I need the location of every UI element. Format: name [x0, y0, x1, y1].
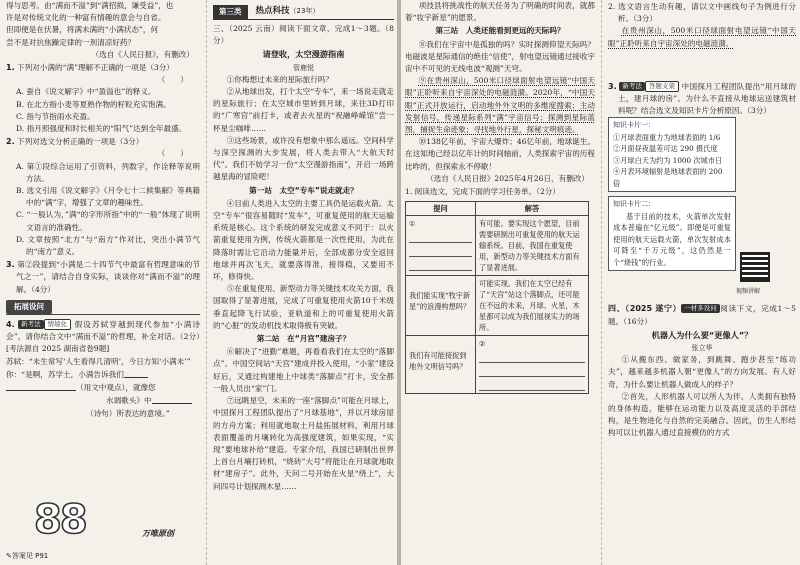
intro-line: 但即便是在伏暑，将满未满的“小满状态”，何	[6, 25, 159, 35]
option: A. 蚕自《说文解字》中“盈溢也”的释义。	[16, 87, 156, 97]
answer-blank[interactable]	[124, 368, 148, 378]
answer-blank[interactable]	[152, 394, 192, 404]
dialogue-line: （用文中观点），就像您	[6, 381, 200, 394]
pencil-icon: ✎	[6, 552, 12, 560]
subheading: 第三站 人类还能看到更远的天际吗？	[435, 26, 565, 36]
left-column-2	[206, 0, 394, 565]
paragraph: ①从搬东西、做家务，到跳舞、跑步甚至“练功夫”，越来越多机器人朝“更像人”的方向发展。有人好奇，为什么要让机器人做成人的样子？	[608, 355, 796, 389]
table-cell[interactable]	[406, 216, 476, 276]
dialogue-line: 你：“是啊，苏学士，小满告诉我们	[6, 368, 200, 381]
right-page	[401, 0, 800, 565]
card-text: 基于目前的技术，火箭单次发射成本普遍在“亿元级”。即便是可重复使用的航天运载火箭，单次发射成本可降至“千万元级”，这仍然是一个“烧钱”的行业。	[613, 211, 731, 267]
quoted-sentence: 在贵州深山，500米口径球面射电望远镜“中国天眼”正聆听来自宇宙深处的电磁涟漪。	[608, 26, 796, 48]
intro-line: 许是对传统文化的一种富有情趣的意会与自省。	[6, 13, 166, 23]
knowledge-card-1: 知识卡片一： ①月球表面重力为地球表面的 1/6 ②月面昼夜温差可达 290 摄氏度 ③月球白天为约为 1000 次城市日 ④月表环境辐射是地球表面的 200 倍	[608, 117, 736, 192]
answer-paren: （ ）	[157, 75, 188, 85]
answer-frame-badge: 答题支架	[645, 81, 679, 92]
column-header: 提问	[406, 202, 476, 216]
option: D. 指月照强度和时长相关的“阳气”达到全年最盛。	[16, 124, 187, 134]
section-tag: 第三类	[213, 5, 248, 19]
paragraph: ③这些场景，或许没有想象中那么遥远。空间科学与深空探测的大步发展，将人类去带入“大航天时代”。我们不妨学习一份“太空漫游指南”，开启一场跨越星海的冒险吧！	[213, 135, 394, 182]
multi-question-badge: 一材多设问	[681, 304, 720, 313]
paragraph: ②首先，人形机器人可以所人为伴。人类拥有独特的身体构造，能够在运动能力以及高度灵活的手部结构，是生物进化与自然的完美融合。因此，仿生人形结构可以让机器人通过直接模仿的方式	[608, 391, 796, 438]
card-item: ③月球白天为约为 1000 次城市日	[613, 155, 723, 165]
table-row	[406, 276, 589, 336]
extension-box	[6, 314, 200, 420]
source-note: （选自《人民日报》，有删改）	[91, 49, 194, 59]
table-row	[406, 336, 589, 394]
qr-code-icon[interactable]	[740, 252, 770, 282]
paragraph: ④目前人类进入太空的主要工具仍是运载火箭。太空“专车”很容易随时“发车”，可重复使用的航天运输系统是核心。这个系统的研发完成意义不同于：以火箭重复使用为例，传统火箭都是一次性使用，为此在降落时需让它沿动力能量并后，全部成都分安全返回地球并再次飞天，就要落得准，接得稳，又要用不坏，修得快。	[213, 198, 394, 282]
question-intro: 三、（2025 云南）阅读下面文章，完成1～3题。（8分）	[213, 24, 394, 46]
knowledge-card-2: 知识卡片二： 基于目前的技术，火箭单次发射成本普遍在“亿元级”。即便是可重复使用的航天运载火箭，单次发射成本可降至“千万元级”，这仍然是一个“烧钱”的行业。	[608, 196, 736, 271]
article-author: 张立华	[691, 344, 713, 353]
answer-blank[interactable]	[6, 381, 76, 391]
card-item: ②月面昼夜温差可达 290 摄氏度	[613, 144, 718, 154]
paragraph: ⑧我们在宇宙中是孤独的吗？实时探测仰望天际吗？电磁波是星际通信的绝佳“信使”，射电望远镜通过接收宇宙中不可见的无线电波“观测”天穹。	[405, 39, 595, 74]
left-column-1	[6, 0, 200, 565]
card-item: ④月表环境辐射是地球表面的 200 倍	[613, 167, 723, 188]
answer-line[interactable]	[479, 365, 585, 377]
option: C. “一般认为，”满“的字形所指”中的“一般”体现了说明文语言的准确性。	[16, 210, 200, 232]
table-header-row	[406, 202, 589, 216]
subheading: 第一站 太空“专车”说走就走？	[249, 185, 358, 195]
answer-paren: （ ）	[157, 149, 188, 159]
table-cell[interactable]: ②	[476, 336, 589, 394]
table-cell: 有可能。要实现这个愿望，目前需要研制出可重复使用的航天运输系统。目前，我国在重复使用，新型动力等关键技术方面有了显著进展。	[476, 216, 589, 276]
right-column-2	[601, 0, 796, 565]
paragraph: 项技县将挑战性的航天任务为了明确的时间表，就都着“妆宇新星”的愿景。	[405, 1, 595, 23]
video-explain-label: 视频讲解	[736, 288, 761, 296]
section-title: 热点科技（23年）	[255, 6, 320, 17]
paragraph: ⑩138亿年前，宇宙大爆炸；46亿年前，地球诞生。在这知地己经以亿年计的时间轴前，人类探索宇宙的历程比昨的，但探索永不停歇！	[405, 137, 595, 171]
answer-space[interactable]	[608, 50, 796, 80]
answer-reference: ✎答案见 P91	[6, 552, 49, 560]
new-method-badge: 新考法	[619, 82, 645, 91]
option: C. 指与节指雨水充盈。	[16, 111, 95, 121]
article-title: 请登收，太空漫游指南	[262, 49, 345, 60]
task-table	[405, 201, 589, 394]
dialogue-line: 水调歌头》中	[6, 394, 200, 407]
left-page	[0, 0, 397, 565]
question-1: 1. 阅读选文，完成下面的学习任务单。（2分）	[405, 187, 560, 197]
page-number: 88	[34, 497, 86, 543]
intro-line: 得与思考。由“满而不溢”到“满招损，谦受益”，也	[6, 1, 174, 10]
question-3: 3. 第②段提到“小满是二十四节气中最富有哲理意味的节气之一”，请结合自身实际，谈谈你对“满而不溢”的理解。（4分）	[6, 260, 200, 294]
article-title: 机器人为什么要“更像人”？	[651, 329, 753, 340]
paragraph: ⑨在贵州深山，500米口径球面射电望远镜“中国天眼”正聆听来自宇宙深处的电磁涟漪。2020年，“中国天眼”正式开放运行，启动地外外文明的多维度搜索；主动发射信号，传递星际系列“满”宇宙信号；探测到星际蓝图，捕捉生命迹象；寻找地外行星，探秘文明痕迹。	[405, 76, 595, 135]
answer-line[interactable]	[409, 231, 472, 243]
table-cell: 可能实现。我们在太空已经有了“天宫”站这个落脚点，还可能在不远的未来，月球、火星，木星都可以成为我们展视实力的场所。	[476, 276, 589, 336]
question-3: 3. 新考法 答题支架 中国探月工程团队提出“用月球的土，建月球的房”。为什么不直接从地球运送建筑材料呢？结合选文及知识卡片分析原因。（3分）	[608, 81, 796, 116]
section-header	[213, 4, 394, 20]
table-row	[406, 216, 589, 276]
paragraph: ⑤在重复使用、新型动力等关键技术攻关方面，我国取得了显著进展，完成了可重复使用火箭10千米级垂直起降飞行试验，亚轨道和上的可重复使用火箭的“心脏”的发动机技术取得极有突破。	[213, 284, 394, 330]
dialogue-line: （诗句）所表达的意境。”	[86, 408, 170, 418]
context-badge: 情境化	[44, 319, 72, 330]
answer-line[interactable]	[409, 259, 472, 271]
paragraph: ⑥解决了“进勤”难题，再看看我们在太空的“落脚点”。中国空间站“天宫”建成并投入使用，“小家”建设好后，又通过构建地上中球类“落脚点”打卡，安全都一般人员出“家”门。	[213, 347, 394, 393]
table-cell: 我们能实现“牧宇新星”的浪漫构想吗？	[406, 276, 476, 336]
table-cell: 我们有可能接捉到地外文明信号吗？	[406, 336, 476, 394]
intro-line: 尝不是对抗焦躁定律的一剂清凉好药？	[6, 37, 136, 47]
question-1: 1. 下列对小满的“满”理解不正确的一项是（3分）	[6, 63, 174, 73]
question-2: 2. 下列对选文分析正确的一项是（3分）	[6, 137, 144, 147]
paragraph: ⑦远眺星空，未来的一座“落脚点”可能在月球上，中国探月工程团队提出了“月球基地”，并以月球房屋的方舟方案；利用就地取土月盐拓展材料，利用月球表面覆盖的月壤转化为高强度建筑，如果实现，“实现”要地球补给”建造。专家介绍，我国已研制出世界上首台月壤打砖机，“烧砖”大号”将能让在月球就地取材“建房子”。此外，天问二号开始在火星“绕上”，大问四号计划探测木星……	[213, 396, 394, 491]
paragraph: ②从地球出发，打个太空“专车”，来一场说走就走的星际旅行；在太空城市里转到月球，来往3D打印的“广寒宫”前打卡，或者去火星的“祝融峥嵘馆”尝一杯星尘咖啡……	[213, 87, 394, 133]
knowledge-cards	[608, 117, 796, 299]
question-2: 2. 选文语言生动有趣，请以文中画线句子为例进行分析。（3分）	[608, 2, 796, 24]
column-header: 解答	[476, 202, 589, 216]
brand-logo: 万唯原创	[142, 529, 174, 538]
new-method-badge: 新考法	[18, 320, 44, 329]
source-note: （选自《人民日报》2025年4月26日，有删改）	[426, 173, 589, 183]
question-4: 4. 新考法 情境化 假设苏轼穿越到现代参加“小满诗会”，请你结合文中“满而不溢”的哲理，补全对话。（2分）[考法源自 2025 湖南省卷9题]	[6, 320, 200, 354]
extension-header: 拓展设问	[6, 300, 52, 314]
option: A. 第①段综合运用了引资料，列数字，作诠释等说明方法。	[16, 161, 200, 183]
option: B. 在北方指小麦等夏熟作物的籽粒充实饱满。	[16, 99, 171, 109]
answer-line[interactable]	[479, 351, 585, 363]
answer-line[interactable]	[409, 245, 472, 257]
paragraph: ①你梅想过未来的星际旅行吗？	[226, 74, 333, 84]
option: B. 选文引用《说文解字》《月令七十二候集解》等典籍中的“满”字，增强了文章的趣味性。	[16, 186, 200, 208]
card-item: ①月球表面重力为地球表面的 1/6	[613, 132, 721, 142]
subheading: 第二站 在“月宫”建房子？	[256, 334, 351, 344]
answer-line[interactable]: ①	[409, 219, 416, 229]
option: D. 文章按照“北方”与“南方”作对比，突出小满节气的“南方”意义。	[16, 234, 200, 257]
dialogue-line: 苏轼：“未生常写‘人生看得几清明’，今日方知‘小满未’”	[6, 356, 191, 366]
right-column-1	[405, 0, 595, 565]
article-author: 管鹿悦	[293, 63, 314, 72]
answer-line[interactable]	[479, 379, 585, 391]
section-4-intro: 四、（2025 遂宁） 一材多设问 阅读下文，完成1～5题。（16分）	[608, 304, 796, 326]
